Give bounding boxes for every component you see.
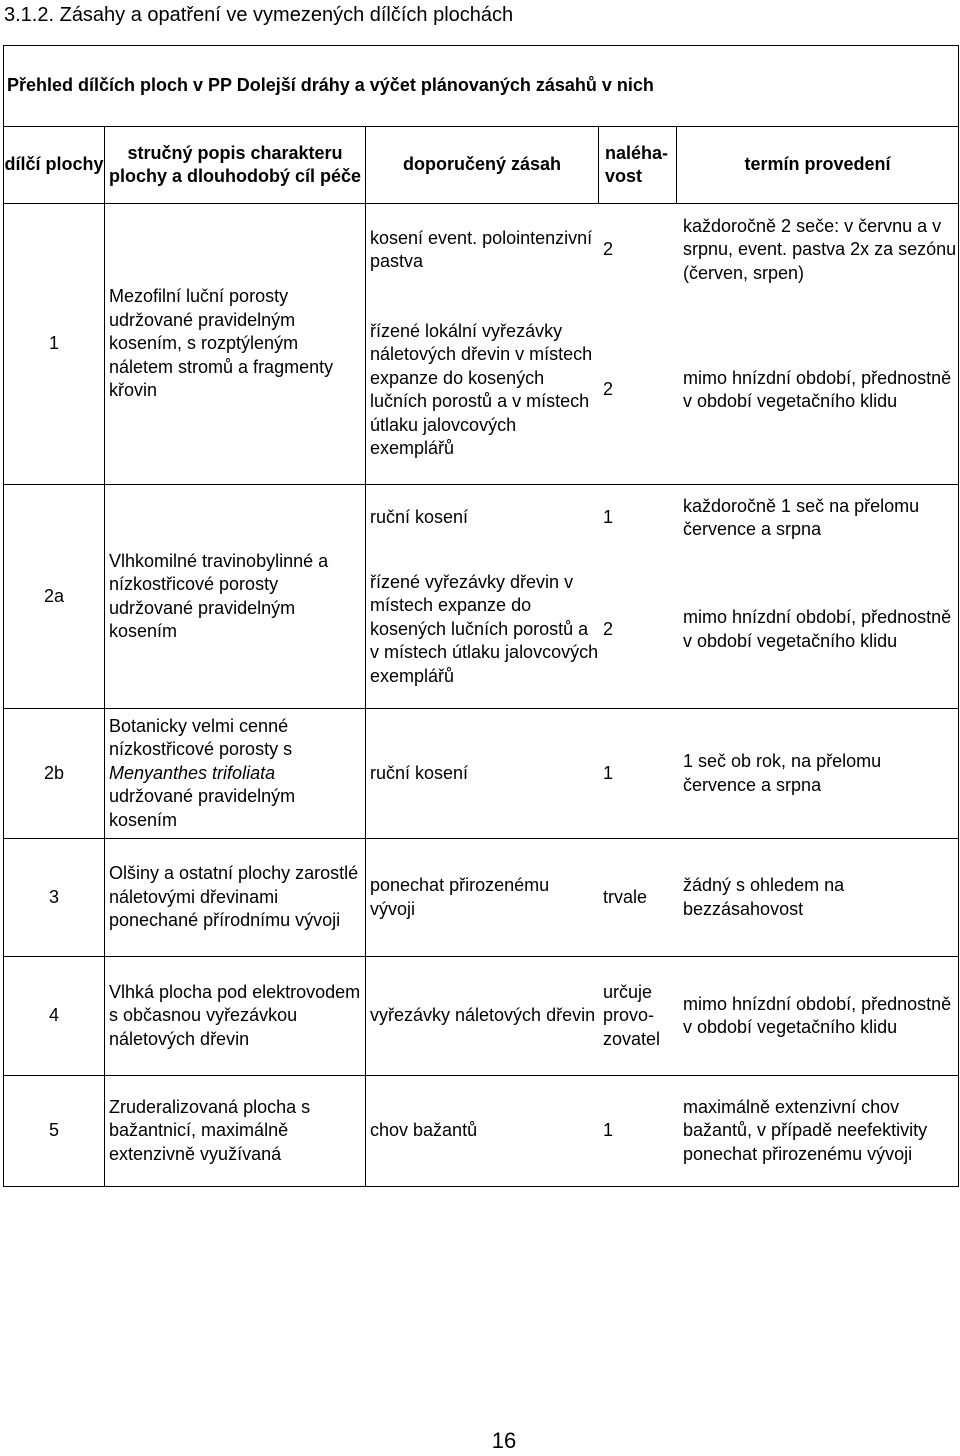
urgency: 1 — [603, 1120, 614, 1141]
area-description: Mezofilní luční porosty udržované pravidelným kosením, s rozptýleným náletem stromů a fragmenty křovin — [105, 204, 366, 485]
term: mimo hnízdní období, přednostně v období vegetačního klidu — [683, 607, 952, 651]
table-title: Přehled dílčích ploch v PP Dolejší dráhy a výčet plánovaných zásahů v nich — [4, 46, 959, 127]
action: kosení event. polointenzivní pastva — [370, 227, 593, 271]
urgency: 2 — [603, 618, 614, 639]
action: ponechat přirozenému vývoji — [370, 875, 550, 919]
header-area: dílčí plochy — [4, 127, 105, 204]
species-name: Menyanthes trifoliata — [109, 762, 276, 783]
term: mimo hnízdní období, přednostně v období vegetačního klidu — [683, 367, 952, 411]
action: vyřezávky náletových dřevin — [370, 1005, 596, 1026]
action: řízené lokální vyřezávky náletových dřevin v místech expanze do kosených lučních porostů a v místech útlaku jalovcových exemplářů — [370, 320, 593, 458]
term: mimo hnízdní období, přednostně v období vegetačního klidu — [683, 993, 952, 1037]
header-action: doporučený zásah — [366, 127, 599, 204]
areas-table — [3, 45, 959, 1187]
term: 1 seč ob rok, na přelomu července a srpna — [683, 751, 882, 795]
section-heading: 3.1.2. Zásahy a opatření ve vymezených dílčích plochách — [4, 4, 514, 26]
area-id: 3 — [4, 839, 105, 957]
table-row — [4, 204, 959, 485]
urgency: 2 — [603, 379, 614, 400]
area-id: 4 — [4, 957, 105, 1076]
urgency: trvale — [603, 886, 648, 907]
urgency: 1 — [603, 507, 614, 528]
table-row — [4, 1076, 959, 1187]
table-row — [4, 485, 959, 709]
area-description: Olšiny a ostatní plochy zarostlé náletovými dřevinami ponechané přírodnímu vývoji — [105, 839, 366, 957]
header-description: stručný popis charakteru plochy a dlouhodobý cíl péče — [105, 127, 366, 204]
area-id: 2b — [4, 709, 105, 839]
action: ruční kosení — [370, 507, 469, 528]
term: každoročně 1 seč na přelomu července a srpna — [683, 495, 920, 539]
area-id: 5 — [4, 1076, 105, 1187]
term: maximálně extenzivní chov bažantů, v případě neefektivity ponechat přirozenému vývoji — [683, 1096, 928, 1164]
area-description: Vlhkomilné travinobylinné a nízkostřicové porosty udržované pravidelným kosením — [105, 485, 366, 709]
urgency: 2 — [603, 239, 614, 260]
area-description: Vlhká plocha pod elektrovodem s občasnou vyřezávkou náletových dřevin — [105, 957, 366, 1076]
area-id: 1 — [4, 204, 105, 485]
table-row — [4, 709, 959, 839]
action: řízené vyřezávky dřevin v místech expanze do kosených lučních porostů a v místech útlaku jalovcových exemplářů — [370, 571, 599, 686]
page-number: 16 — [491, 1428, 517, 1453]
table-row — [4, 839, 959, 957]
term: každoročně 2 seče: v červnu a v srpnu, event. pastva 2x za sezónu (červen, srpen) — [683, 215, 957, 283]
header-term: termín provedení — [677, 127, 959, 204]
table-row — [4, 957, 959, 1076]
term: žádný s ohledem na bezzásahovost — [683, 875, 845, 919]
urgency: určuje provo-zovatel — [603, 981, 661, 1049]
area-description: Zruderalizovaná plocha s bažantnicí, maximálně extenzivně využívaná — [105, 1076, 366, 1187]
action: ruční kosení — [370, 762, 469, 783]
area-id: 2a — [4, 485, 105, 709]
urgency: 1 — [603, 762, 614, 783]
area-description: Botanicky velmi cenné nízkostřicové porosty s Menyanthes trifoliata udržované pravidelným kosením — [105, 709, 366, 839]
action: chov bažantů — [370, 1120, 478, 1141]
header-urgency: naléha-vost — [599, 127, 677, 204]
